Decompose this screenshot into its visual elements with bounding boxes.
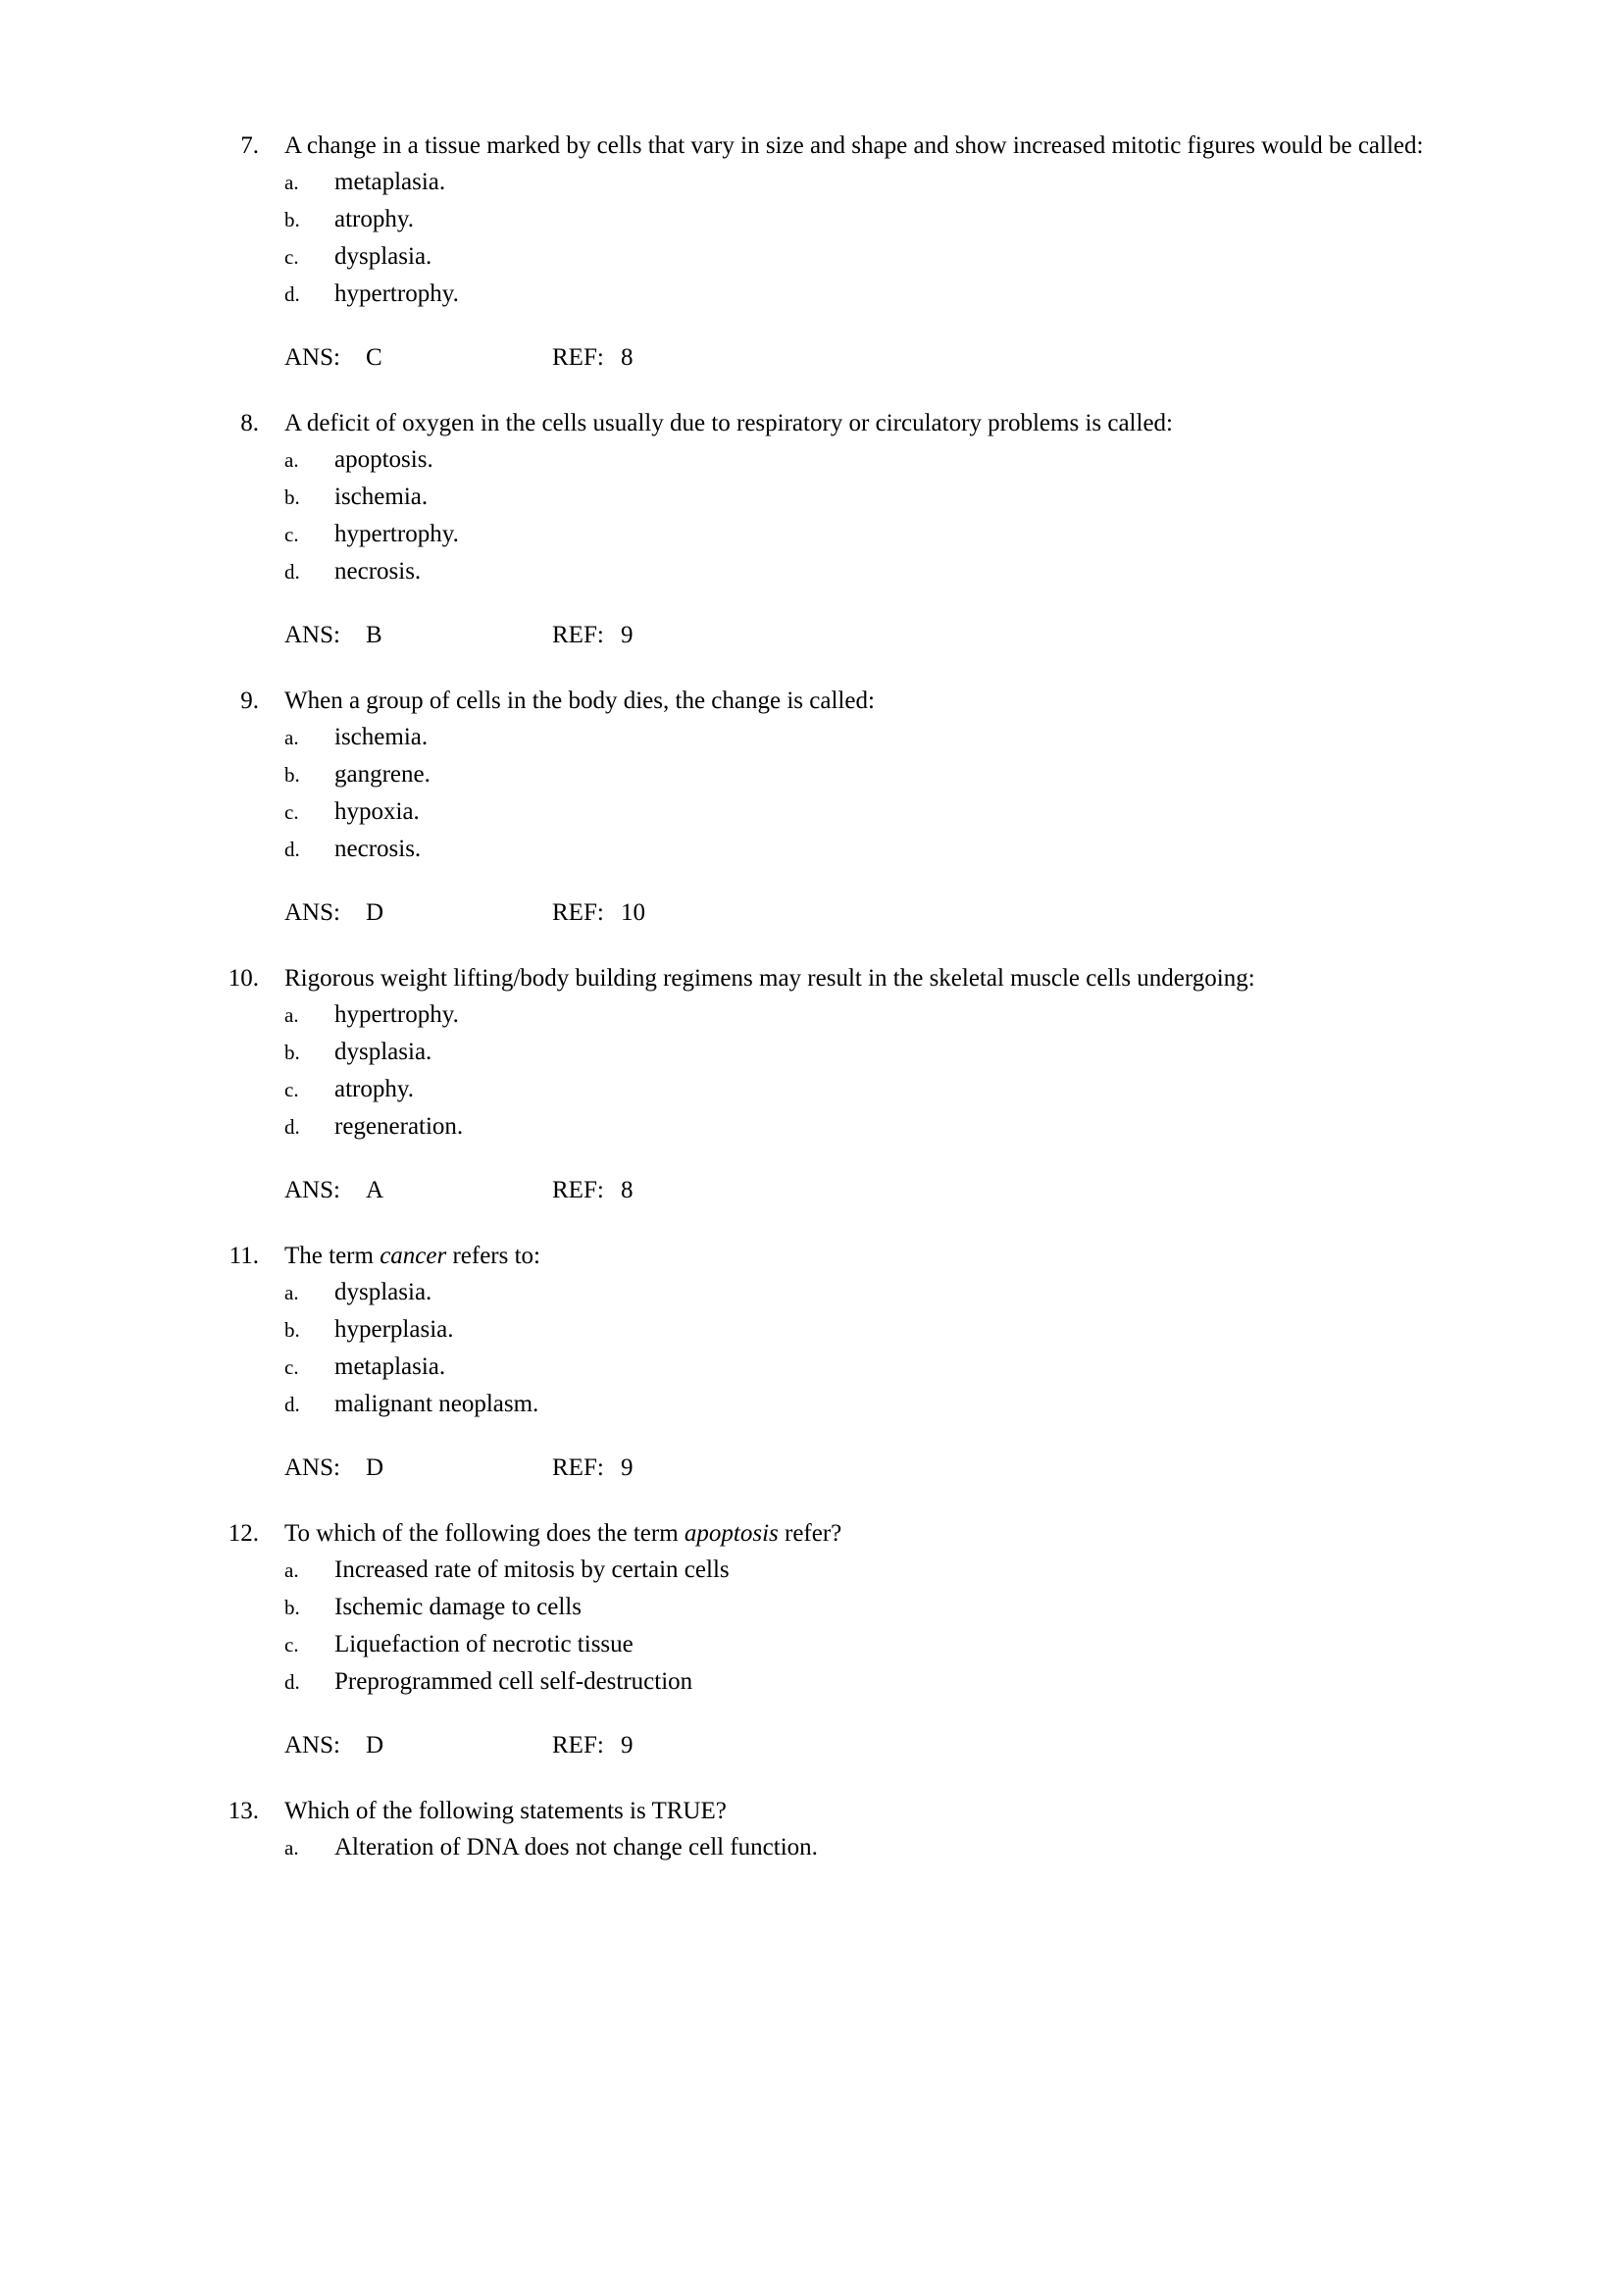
options	[284, 1274, 1530, 1423]
option-text: necrosis.	[334, 836, 422, 862]
ref-value: 9	[621, 1732, 634, 1759]
option-text: Ischemic damage to cells	[334, 1594, 582, 1620]
option-text: ischemia.	[334, 484, 429, 510]
question-block	[0, 405, 1624, 653]
ref-value: 8	[621, 344, 634, 371]
answer-option	[284, 1349, 1530, 1386]
question-body	[284, 960, 1530, 1208]
option-letter: c.	[284, 800, 299, 824]
ans-label: ANS:	[284, 1454, 340, 1481]
option-text: dysplasia.	[334, 1039, 432, 1065]
question-block	[0, 1238, 1624, 1486]
option-text: ischemia.	[334, 724, 429, 750]
option-letter: d.	[284, 1115, 300, 1139]
answer-option	[284, 719, 1530, 756]
ref-value: 9	[621, 622, 634, 648]
question-stem: Rigorous weight lifting/body building regimens may result in the skeletal muscle cells undergoing:	[284, 965, 1255, 992]
ref-label: REF:	[552, 1454, 604, 1481]
option-letter: a.	[284, 1558, 299, 1582]
options	[284, 719, 1530, 868]
option-text: hyperplasia.	[334, 1316, 454, 1343]
answer-group	[284, 1727, 552, 1763]
option-letter: c.	[284, 1355, 299, 1379]
answer-row	[284, 1450, 1530, 1486]
ref-group	[552, 1450, 634, 1486]
ref-group	[552, 1727, 634, 1763]
question-body	[284, 127, 1530, 376]
ans-value: D	[366, 1732, 384, 1759]
option-letter: c.	[284, 1078, 299, 1101]
options	[284, 996, 1530, 1146]
question-body	[284, 1793, 1530, 1866]
option-letter: d.	[284, 560, 300, 584]
option-text: apoptosis.	[334, 446, 433, 473]
answer-option	[284, 793, 1530, 831]
answer-option	[284, 479, 1530, 516]
answer-option	[284, 276, 1530, 313]
question-number: 10.	[228, 965, 259, 992]
option-text: Increased rate of mitosis by certain cells	[334, 1556, 730, 1583]
question-block	[0, 960, 1624, 1208]
option-letter: b.	[284, 1318, 300, 1342]
answer-option	[284, 516, 1530, 553]
answer-group	[284, 1450, 552, 1486]
question-body	[284, 1515, 1530, 1763]
answer-option	[284, 1071, 1530, 1108]
ans-value: D	[366, 899, 384, 926]
answer-group	[284, 1172, 552, 1208]
option-text: atrophy.	[334, 206, 414, 232]
ref-value: 10	[621, 899, 645, 926]
option-text: regeneration.	[334, 1113, 464, 1140]
answer-group	[284, 894, 552, 931]
answer-option	[284, 1589, 1530, 1626]
ans-label: ANS:	[284, 344, 340, 371]
option-text: dysplasia.	[334, 243, 432, 270]
question-body	[284, 683, 1530, 931]
option-text: malignant neoplasm.	[334, 1391, 539, 1417]
question-stem: A change in a tissue marked by cells that vary in size and shape and show increased mitotic figures would be called:	[284, 132, 1424, 159]
answer-option	[284, 1663, 1530, 1701]
question-block	[0, 683, 1624, 931]
answer-option	[284, 553, 1530, 590]
option-letter: b.	[284, 208, 300, 231]
question-stem: To which of the following does the term apoptosis refer?	[284, 1520, 842, 1547]
answer-option	[284, 996, 1530, 1034]
question-block	[0, 1515, 1624, 1763]
ref-label: REF:	[552, 899, 604, 926]
answer-option	[284, 1034, 1530, 1071]
ref-group	[552, 339, 634, 376]
question-stem: When a group of cells in the body dies, the change is called:	[284, 688, 875, 714]
option-text: metaplasia.	[334, 1353, 446, 1380]
option-text: necrosis.	[334, 558, 422, 585]
options	[284, 1829, 1530, 1866]
option-letter: b.	[284, 1596, 300, 1619]
option-text: hypertrophy.	[334, 521, 459, 547]
ans-label: ANS:	[284, 1177, 340, 1203]
question-stem: Which of the following statements is TRUE?	[284, 1798, 727, 1824]
options	[284, 164, 1530, 313]
answer-group	[284, 339, 552, 376]
question-block	[0, 1793, 1624, 1866]
option-letter: d.	[284, 1670, 300, 1694]
answer-row	[284, 894, 1530, 931]
question-number: 8.	[240, 410, 259, 436]
answer-option	[284, 1274, 1530, 1311]
option-text: Preprogrammed cell self-destruction	[334, 1668, 693, 1695]
answer-option	[284, 201, 1530, 238]
question-number: 7.	[240, 132, 259, 159]
answer-option	[284, 1108, 1530, 1146]
option-letter: a.	[284, 1836, 299, 1860]
option-letter: d.	[284, 1393, 300, 1416]
question-stem: The term cancer refers to:	[284, 1243, 541, 1269]
ans-label: ANS:	[284, 899, 340, 926]
question-body	[284, 405, 1530, 653]
option-letter: b.	[284, 763, 300, 787]
option-text: dysplasia.	[334, 1279, 432, 1305]
option-letter: a.	[284, 1281, 299, 1304]
answer-option	[284, 238, 1530, 276]
option-text: metaplasia.	[334, 169, 446, 195]
option-letter: b.	[284, 1041, 300, 1064]
ref-value: 8	[621, 1177, 634, 1203]
ref-label: REF:	[552, 344, 604, 371]
options	[284, 441, 1530, 590]
ans-label: ANS:	[284, 1732, 340, 1759]
question-stem: A deficit of oxygen in the cells usually due to respiratory or circulatory problems is called:	[284, 410, 1173, 436]
option-text: Alteration of DNA does not change cell function.	[334, 1834, 818, 1861]
option-letter: c.	[284, 523, 299, 546]
option-letter: d.	[284, 838, 300, 861]
option-text: hypoxia.	[334, 798, 420, 825]
option-letter: a.	[284, 171, 299, 194]
answer-row	[284, 339, 1530, 376]
option-text: hypertrophy.	[334, 280, 459, 307]
ans-value: C	[366, 344, 382, 371]
answer-option	[284, 164, 1530, 201]
option-letter: a.	[284, 726, 299, 749]
option-letter: a.	[284, 1003, 299, 1027]
answer-option	[284, 1626, 1530, 1663]
answer-option	[284, 441, 1530, 479]
question-block	[0, 127, 1624, 376]
answer-option	[284, 1386, 1530, 1423]
ans-value: B	[366, 622, 382, 648]
ref-label: REF:	[552, 622, 604, 648]
answer-option	[284, 831, 1530, 868]
option-letter: a.	[284, 448, 299, 472]
option-letter: c.	[284, 245, 299, 269]
ref-group	[552, 894, 645, 931]
answer-option	[284, 1552, 1530, 1589]
option-letter: d.	[284, 282, 300, 306]
ref-value: 9	[621, 1454, 634, 1481]
answer-option	[284, 1829, 1530, 1866]
answer-option	[284, 1311, 1530, 1349]
answer-row	[284, 1727, 1530, 1763]
ref-label: REF:	[552, 1177, 604, 1203]
ref-group	[552, 617, 634, 653]
option-text: atrophy.	[334, 1076, 414, 1102]
question-number: 11.	[228, 1243, 259, 1269]
answer-row	[284, 617, 1530, 653]
answer-option	[284, 756, 1530, 793]
question-number: 9.	[240, 688, 259, 714]
option-letter: c.	[284, 1633, 299, 1657]
option-text: gangrene.	[334, 761, 431, 788]
option-letter: b.	[284, 485, 300, 509]
ans-value: D	[366, 1454, 384, 1481]
question-list	[0, 127, 1624, 1866]
answer-row	[284, 1172, 1530, 1208]
options	[284, 1552, 1530, 1701]
ans-label: ANS:	[284, 622, 340, 648]
question-number: 13.	[228, 1798, 259, 1824]
question-body	[284, 1238, 1530, 1486]
ref-label: REF:	[552, 1732, 604, 1759]
ref-group	[552, 1172, 634, 1208]
question-number: 12.	[228, 1520, 259, 1547]
ans-value: A	[366, 1177, 384, 1203]
option-text: hypertrophy.	[334, 1001, 459, 1028]
answer-group	[284, 617, 552, 653]
option-text: Liquefaction of necrotic tissue	[334, 1631, 634, 1657]
